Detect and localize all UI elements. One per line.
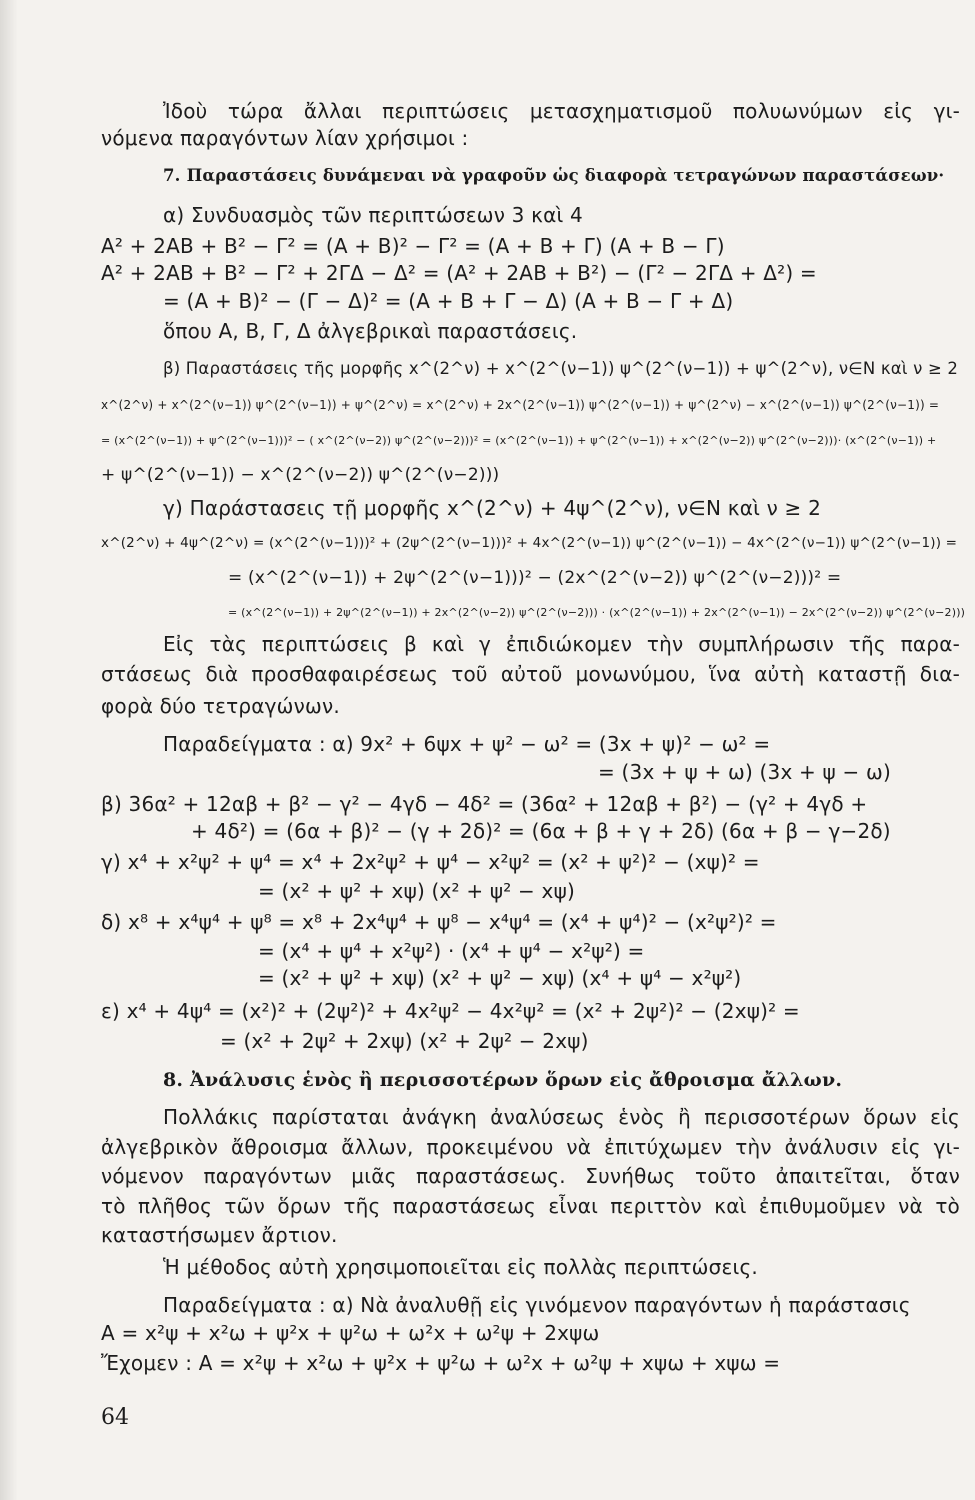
equation-line: = (x⁴ + ψ⁴ + x²ψ²) · (x⁴ + ψ⁴ − x²ψ²) = <box>258 939 645 963</box>
equation-line: ε) x⁴ + 4ψ⁴ = (x²)² + (2ψ²)² + 4x²ψ² − 4x²ψ² = (x² + 2ψ²)² − (2xψ)² = <box>101 999 800 1023</box>
text-line: γ) Παράστασεις τῇ μορφῆς x^(2^ν) + 4ψ^(2^ν), ν∈N καὶ ν ≥ 2 <box>163 496 821 520</box>
text-line: ἀλγεβρικὸν ἄθροισμα ἄλλων, προκειμένου νὰ ἐπιτύχωμεν τὴν ἀνάλυσιν εἰς γι- <box>101 1135 960 1159</box>
equation-line: A = x²ψ + x²ω + ψ²x + ψ²ω + ω²x + ω²ψ + 2xψω <box>101 1321 600 1345</box>
text-line: Εἰς τὰς περιπτώσεις β καὶ γ ἐπιδιώκομεν τὴν συμπλήρωσιν τῆς παρα- <box>163 632 960 656</box>
example-line: Παραδείγματα : α) 9x² + 6ψx + ψ² − ω² = (3x + ψ)² − ω² = <box>163 732 771 756</box>
equation-line: = (3x + ψ + ω) (3x + ψ − ω) <box>598 760 891 784</box>
text-line: φορὰ δύο τετραγώνων. <box>101 694 340 718</box>
equation-line: = (A + B)² − (Γ − Δ)² = (A + B + Γ − Δ) (A + B − Γ + Δ) <box>163 289 734 313</box>
equation-line: Ἔχομεν : A = x²ψ + x²ω + ψ²x + ψ²ω + ω²x + ω²ψ + xψω + xψω = <box>101 1351 781 1375</box>
text-line: α) Συνδυασμὸς τῶν περιπτώσεων 3 καὶ 4 <box>163 203 583 227</box>
page-edge-shadow <box>0 0 18 1500</box>
equation-line: A² + 2AB + B² − Γ² = (A + B)² − Γ² = (A + B + Γ) (A + B − Γ) <box>101 234 725 258</box>
text-line: καταστήσωμεν ἄρτιον. <box>101 1223 338 1247</box>
equation-line: + ψ^(2^(ν−1)) − x^(2^(ν−2)) ψ^(2^(ν−2))) <box>101 465 500 485</box>
text-line: ὅπου A, B, Γ, Δ ἀλγεβρικαὶ παραστάσεις. <box>163 319 578 343</box>
section-heading: 8. Ἀνάλυσις ἑνὸς ἢ περισσοτέρων ὅρων εἰς ἄθροισμα ἄλλων. <box>163 1069 843 1091</box>
text-line: νόμενον παραγόντων μιᾶς παραστάσεως. Συνήθως τοῦτο ἀπαιτεῖται, ὅταν <box>101 1164 960 1188</box>
text-line: Ἡ μέθοδος αὐτὴ χρησιμοποιεῖται εἰς πολλὰς περιπτώσεις. <box>163 1255 758 1279</box>
text-line: τὸ πλῆθος τῶν ὅρων τῆς παραστάσεως εἶναι περιττὸν καὶ ἐπιθυμοῦμεν νὰ τὸ <box>101 1194 960 1218</box>
text-line: β) Παραστάσεις τῆς μορφῆς x^(2^ν) + x^(2^(ν−1)) ψ^(2^(ν−1)) + ψ^(2^ν), ν∈N καὶ ν ≥ 2 <box>163 359 959 378</box>
equation-line: δ) x⁸ + x⁴ψ⁴ + ψ⁸ = x⁸ + 2x⁴ψ⁴ + ψ⁸ − x⁴ψ⁴ = (x⁴ + ψ⁴)² − (x²ψ²)² = <box>101 910 777 934</box>
text-line: Ἰδοὺ τώρα ἄλλαι περιπτώσεις μετασχηματισμοῦ πολυωνύμων εἰς γι- <box>163 99 960 123</box>
equation-line: = (x^(2^(ν−1)) + 2ψ^(2^(ν−1)))² − (2x^(2^(ν−2)) ψ^(2^(ν−2)))² = <box>228 568 842 588</box>
equation-line: x^(2^ν) + x^(2^(ν−1)) ψ^(2^(ν−1)) + ψ^(2^ν) = x^(2^ν) + 2x^(2^(ν−1)) ψ^(2^(ν−1)) + ψ^(2^ν) − x^(2^(ν−1)) ψ^(2^(ν−1)) = <box>101 398 940 412</box>
equation-line: = (x² + 2ψ² + 2xψ) (x² + 2ψ² − 2xψ) <box>220 1029 589 1053</box>
equation-line: x^(2^ν) + 4ψ^(2^ν) = (x^(2^(ν−1)))² + (2ψ^(2^(ν−1)))² + 4x^(2^(ν−1)) ψ^(2^(ν−1)) − 4x^(2^(ν−1)) ψ^(2^(ν−1)) = <box>101 535 958 551</box>
equation-line: = (x² + ψ² + xψ) (x² + ψ² − xψ) (x⁴ + ψ⁴ − x²ψ²) <box>258 966 742 990</box>
equation-line: A² + 2AB + B² − Γ² + 2ΓΔ − Δ² = (A² + 2AB + B²) − (Γ² − 2ΓΔ + Δ²) = <box>101 261 817 285</box>
equation-line: β) 36α² + 12αβ + β² − γ² − 4γδ − 4δ² = (36α² + 12αβ + β²) − (γ² + 4γδ + <box>101 792 868 816</box>
equation-line: γ) x⁴ + x²ψ² + ψ⁴ = x⁴ + 2x²ψ² + ψ⁴ − x²ψ² = (x² + ψ²)² − (xψ)² = <box>101 850 760 874</box>
equation-line: = (x² + ψ² + xψ) (x² + ψ² − xψ) <box>258 879 575 903</box>
text-line: στάσεως διὰ προσθαφαιρέσεως τοῦ αὐτοῦ μονωνύμου, ἵνα αὐτὴ καταστῇ δια- <box>101 662 960 686</box>
section-heading: 7. Παραστάσεις δυνάμεναι νὰ γραφοῦν ὡς διαφορὰ τετραγώνων παραστάσεων· <box>163 166 945 185</box>
text-line: Πολλάκις παρίσταται ἀνάγκη ἀναλύσεως ἑνὸς ἢ περισσοτέρων ὅρων εἰς <box>163 1105 960 1129</box>
equation-line: = (x^(2^(ν−1)) + 2ψ^(2^(ν−1)) + 2x^(2^(ν−2)) ψ^(2^(ν−2))) · (x^(2^(ν−1)) + 2x^(2^(ν−1)) − 2x^(2^(ν−2)) ψ^(2^(ν−2))) <box>228 606 966 619</box>
text-line: νόμενα παραγόντων λίαν χρήσιμοι : <box>101 126 469 150</box>
equation-line: + 4δ²) = (6α + β)² − (γ + 2δ)² = (6α + β + γ + 2δ) (6α + β − γ−2δ) <box>191 819 891 843</box>
equation-line: = (x^(2^(ν−1)) + ψ^(2^(ν−1)))² − ( x^(2^(ν−2)) ψ^(2^(ν−2)))² = (x^(2^(ν−1)) + ψ^(2^(ν−1)) + x^(2^(ν−2)) ψ^(2^(ν−2)))· (x^(2^(ν−1)) + <box>101 434 937 447</box>
page-number: 64 <box>101 1405 129 1430</box>
example-line: Παραδείγματα : α) Νὰ ἀναλυθῇ εἰς γινόμενον παραγόντων ἡ παράστασις <box>163 1293 911 1317</box>
